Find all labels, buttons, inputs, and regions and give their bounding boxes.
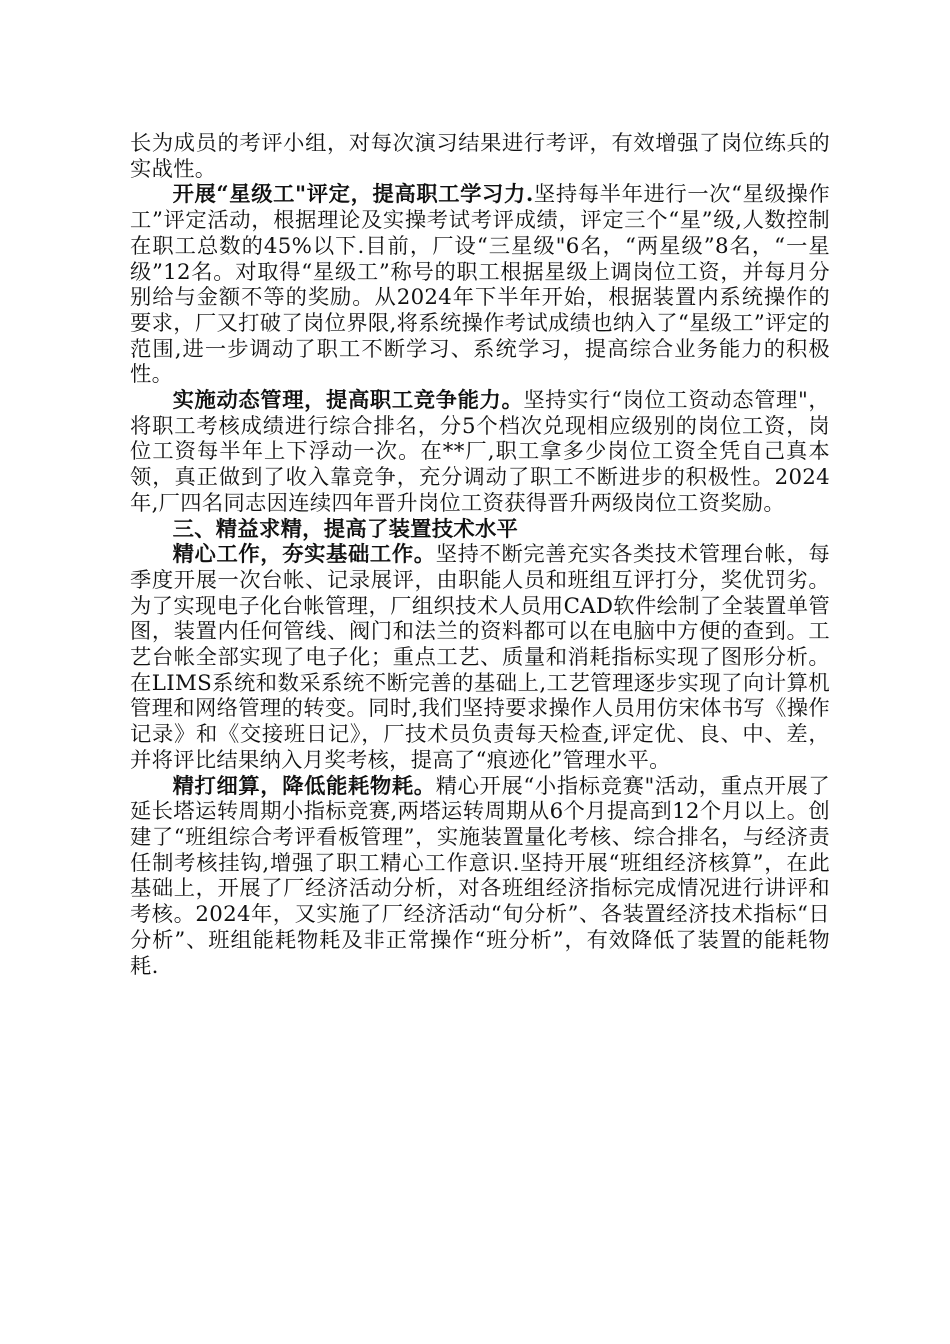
section-heading-3: 三、精益求精，提高了装置技术水平 [172,516,519,542]
paragraph-careful-work [130,542,830,773]
paragraph-dynamic-management [130,388,830,517]
paragraph-lead-energy-saving: 精打细算，降低能耗物耗。 [172,773,436,799]
document-page [130,131,830,979]
paragraph-star-worker [130,182,830,388]
paragraph-lead-star-worker: 开展“星级工"评定，提高职工学习力. [172,182,534,208]
paragraph-body-dynamic-management: 坚持实行“岗位工资动态管理"，将职工考核成绩进行综合排名，分5个档次兑现相应级别的岗位工资，岗位工资每半年上下浮动一次。在**厂,职工拿多少岗位工资全凭自己真本领，真正做到了收入靠竞争，充分调动了职工不断进步的积极性。2024年,厂四名同志因连续四年晋升岗位工资获得晋升两级岗位工资奖励。 [130,388,830,516]
paragraph-body-energy-saving: 精心开展“小指标竞赛"活动，重点开展了延长塔运转周期小指标竞赛,两塔运转周期从6个月提高到12个月以上。创建了“班组综合考评看板管理”，实施装置量化考核、综合排名，与经济责任制考核挂钩,增强了职工精心工作意识.坚持开展“班组经济核算”，在此基础上，开展了厂经济活动分析，对各班组经济指标完成情况进行讲评和考核。2024年，又实施了厂经济活动“旬分析”、各装置经济技术指标“日分析”、班组能耗物耗及非正常操作“班分析”，有效降低了装置的能耗物耗. [130,773,830,979]
paragraph-body-star-worker: 坚持每半年进行一次“星级操作工”评定活动，根据理论及实操考试考评成绩，评定三个“星”级,人数控制在职工总数的45%以下.目前，厂设“三星级"6名，“两星级”8名，“一星级”12名。对取得“星级工”称号的职工根据星级上调岗位工资，并每月分别给与金额不等的奖励。从2024年下半年开始，根据装置内系统操作的要求，厂又打破了岗位界限,将系统操作考试成绩也纳入了“星级工”评定的范围,进一步调动了职工不断学习、系统学习，提高综合业务能力的积极性。 [130,182,830,388]
paragraph-body-careful-work: 坚持不断完善充实各类技术管理台帐，每季度开展一次台帐、记录展评，由职能人员和班组互评打分，奖优罚劣。为了实现电子化台帐管理，厂组织技术人员用CAD软件绘制了全装置单管图，装置内任何管线、阀门和法兰的资料都可以在电脑中方便的查到。工艺台帐全部实现了电子化；重点工艺、质量和消耗指标实现了图形分析。在LIMS系统和数采系统不断完善的基础上,工艺管理逐步实现了向计算机管理和网络管理的转变。同时,我们坚持要求操作人员用仿宋体书写《操作记录》和《交接班日记》，厂技术员负责每天检查,评定优、良、中、差，并将评比结果纳入月奖考核，提高了“痕迹化”管理水平。 [130,542,830,773]
paragraph-energy-saving [130,774,830,980]
paragraph-continuation: 长为成员的考评小组，对每次演习结果进行考评，有效增强了岗位练兵的实战性。 [130,131,830,182]
paragraph-lead-careful-work: 精心工作，夯实基础工作。 [172,542,436,568]
paragraph-lead-dynamic-management: 实施动态管理，提高职工竞争能力。 [172,388,524,414]
